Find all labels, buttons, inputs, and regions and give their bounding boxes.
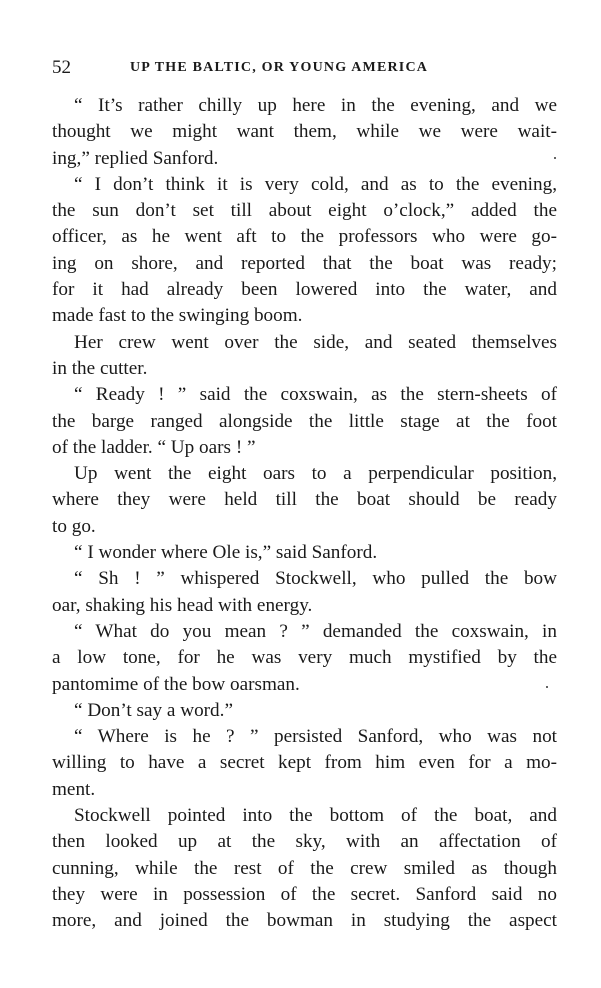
text-line: “ I wonder where Ole is,” said Sanford. <box>74 542 378 564</box>
text-line: oar, shaking his head with energy. <box>52 594 313 616</box>
text-line: pantomime of the bow oarsman. <box>52 673 300 695</box>
text-line: the sun don’t set till about eight o’clock,” added the <box>52 200 557 222</box>
text-line: “ It’s rather chilly up here in the evening, and we <box>74 95 557 116</box>
text-line: “ I don’t think it is very cold, and as to the evening, <box>74 173 557 195</box>
text-line: Up went the eight oars to a perpendicular position, <box>74 463 557 485</box>
text-line: they were in possession of the secret. Sanford said no <box>52 883 557 905</box>
text-line: in the cutter. <box>52 357 148 379</box>
text-line: “ Where is he ? ” persisted Sanford, who was not <box>74 726 557 748</box>
text-line: more, and joined the bowman in studying the aspect <box>52 910 557 932</box>
text-line: “ Don’t say a word.” <box>74 699 233 721</box>
body-text <box>52 93 557 935</box>
text-line: to go. <box>52 515 96 537</box>
text-line: a low tone, for he was very much mystified by the <box>52 647 557 669</box>
text-line: thought we might want them, while we were wait- <box>52 121 557 143</box>
text-line: Her crew went over the side, and seated themselves <box>74 331 557 353</box>
text-line: the barge ranged alongside the little stage at the foot <box>52 410 557 432</box>
text-line: “ What do you mean ? ” demanded the coxswain, in <box>74 620 557 642</box>
text-line: ing on shore, and reported that the boat was ready; <box>52 252 557 274</box>
text-line: ment. <box>52 778 96 800</box>
page-number: 52 <box>52 57 71 78</box>
page-header <box>52 55 557 81</box>
text-line: officer, as he went aft to the professors who were go- <box>52 226 557 248</box>
text-line: then looked up at the sky, with an affectation of <box>52 831 557 853</box>
text-line: where they were held till the boat should be ready <box>52 489 557 511</box>
text-line: willing to have a secret kept from him even for a mo- <box>52 752 557 774</box>
text-line: ing,” replied Sanford. <box>52 147 219 169</box>
ink-speck <box>554 157 556 159</box>
text-line: made fast to the swinging boom. <box>52 305 303 327</box>
text-line: of the ladder. “ Up oars ! ” <box>52 436 256 458</box>
text-line: “ Sh ! ” whispered Stockwell, who pulled the bow <box>74 568 557 590</box>
text-line: cunning, while the rest of the crew smiled as though <box>52 857 557 879</box>
text-line: for it had already been lowered into the water, and <box>52 279 557 301</box>
ink-speck <box>546 686 548 688</box>
text-line: Stockwell pointed into the bottom of the boat, and <box>74 805 557 827</box>
running-title: UP THE BALTIC, OR YOUNG AMERICA <box>130 60 429 75</box>
text-line: “ Ready ! ” said the coxswain, as the stern-sheets of <box>74 384 557 406</box>
